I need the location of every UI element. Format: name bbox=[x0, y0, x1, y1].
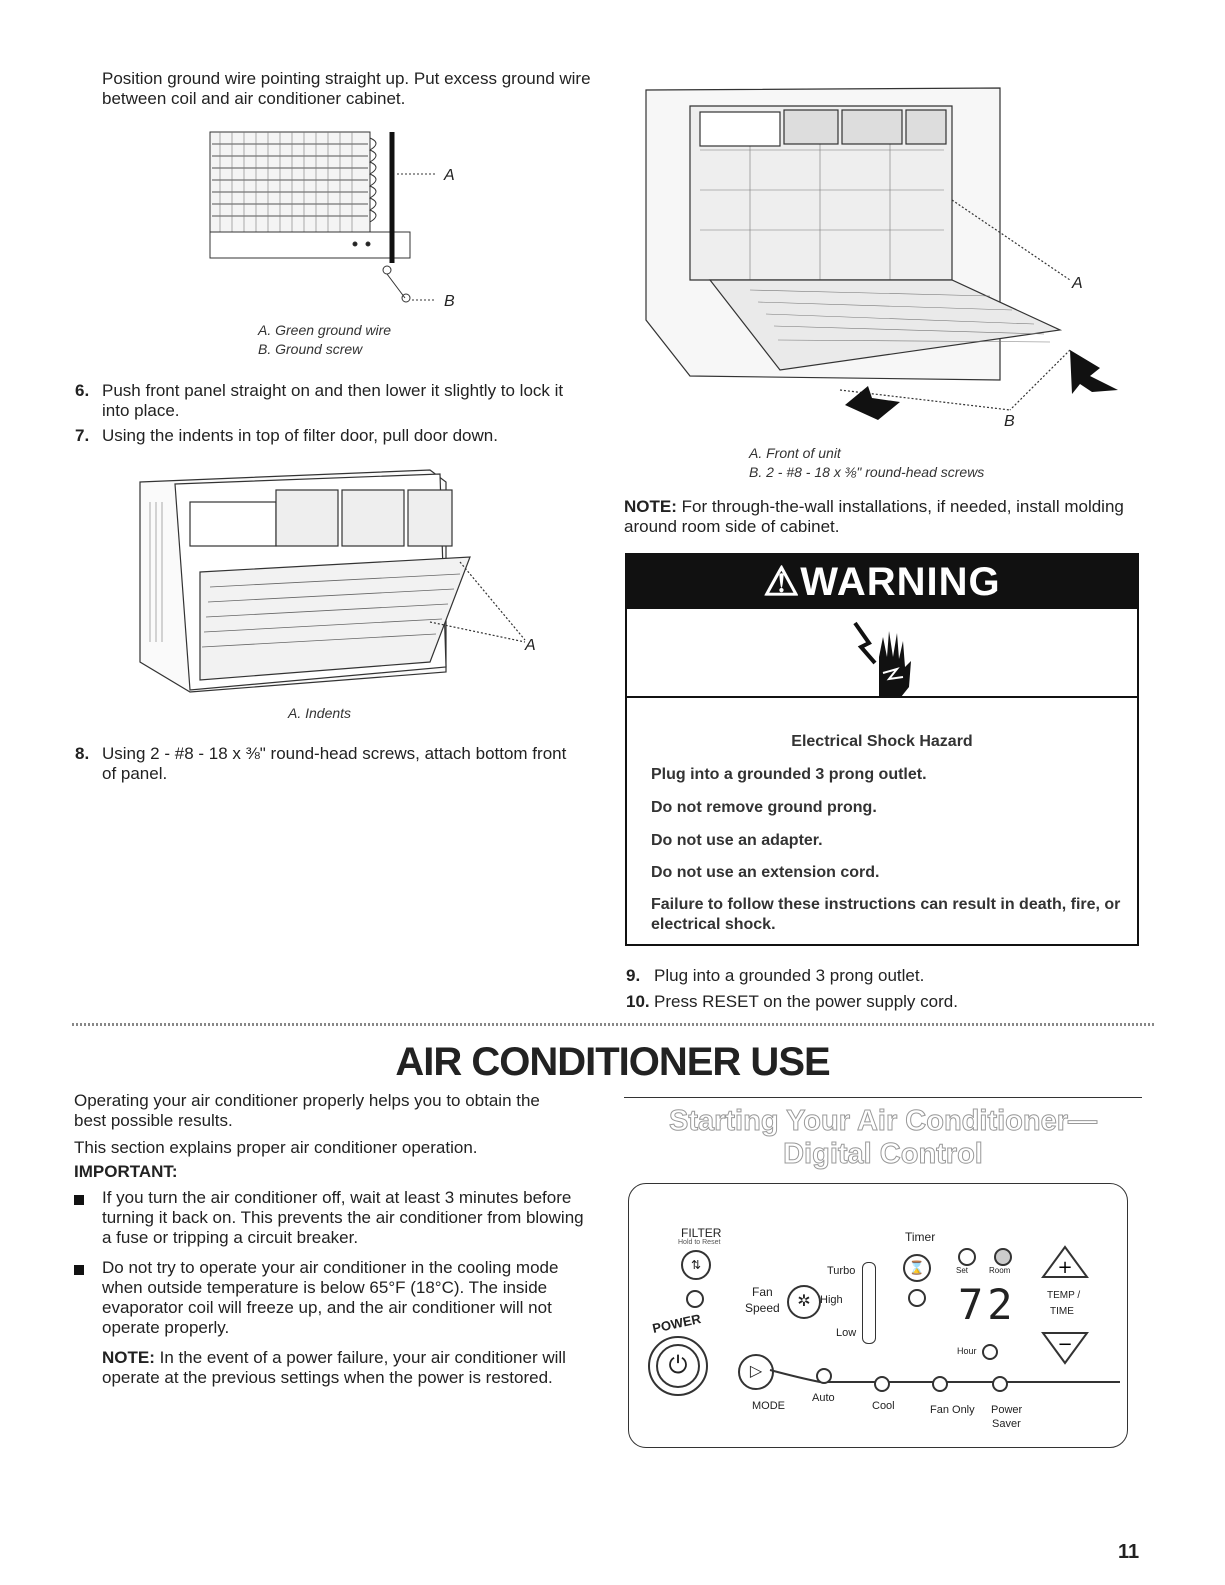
fig1-caption-b: B. Ground screw bbox=[258, 341, 363, 357]
hazard-title: Electrical Shock Hazard bbox=[791, 733, 973, 750]
section-divider bbox=[72, 1023, 1154, 1026]
step-text: Using the indents in top of filter door, pull door down. bbox=[102, 426, 498, 445]
fig2-label-a: A bbox=[525, 637, 536, 654]
subheading-line-2: Digital Control bbox=[783, 1138, 983, 1170]
fig3-caption-a: A. Front of unit bbox=[749, 445, 841, 461]
room-label: Room bbox=[989, 1266, 1011, 1275]
filter-door-figure bbox=[130, 462, 550, 697]
step-number: 9. bbox=[626, 966, 641, 985]
warning-box bbox=[625, 553, 1139, 946]
step-number: 7. bbox=[75, 426, 90, 445]
power-failure-note bbox=[102, 1348, 592, 1388]
important-bullet: If you turn the air conditioner off, wait at least 3 minutes before turning it back on. This prevents the air conditioner from blowing a fuse or tripping a circuit breaker. bbox=[102, 1188, 584, 1247]
install-note bbox=[624, 497, 1124, 537]
important-label: IMPORTANT: bbox=[74, 1162, 178, 1181]
mode-label: MODE bbox=[752, 1400, 785, 1412]
note-text: In the event of a power failure, your air conditioner will operate at the previous settings when the power is restored. bbox=[102, 1348, 566, 1387]
fig3-caption-b: B. 2 - #8 - 18 x ⅜" round-head screws bbox=[749, 464, 985, 480]
minus-icon: − bbox=[1057, 1334, 1073, 1355]
fan-only-label[interactable]: Fan Only bbox=[930, 1404, 975, 1416]
low-label: Low bbox=[836, 1327, 857, 1339]
time-label: TIME bbox=[1050, 1306, 1074, 1317]
warning-line: Failure to follow these instructions can result in death, fire, or electrical shock. bbox=[651, 896, 1121, 933]
step-text: Press RESET on the power supply cord. bbox=[654, 992, 958, 1011]
high-label: High bbox=[820, 1294, 843, 1306]
speed-label: Speed bbox=[745, 1301, 780, 1315]
note-label: NOTE: bbox=[624, 497, 677, 516]
subheading-line-1: Starting Your Air Conditioner— bbox=[668, 1105, 1098, 1137]
warning-header bbox=[627, 555, 1137, 609]
subheading-rule bbox=[624, 1097, 1142, 1098]
fan-speed-button[interactable]: ✲ bbox=[787, 1285, 821, 1319]
filter-indicator bbox=[686, 1290, 704, 1308]
set-label: Set bbox=[956, 1266, 969, 1275]
section-intro-1: Operating your air conditioner properly helps you to obtain the best possible results. bbox=[74, 1091, 540, 1130]
mode-track bbox=[700, 1360, 1130, 1396]
section-intro-2: This section explains proper air conditioner operation. bbox=[74, 1138, 478, 1157]
power-label: POWER bbox=[650, 1311, 703, 1336]
warning-triangle-icon: ⚠ bbox=[763, 560, 801, 604]
turbo-label: Turbo bbox=[827, 1265, 856, 1277]
filter-label: FILTER bbox=[681, 1226, 722, 1240]
fig1-caption-a: A. Green ground wire bbox=[258, 322, 392, 338]
temp-up-button[interactable] bbox=[1040, 1244, 1090, 1280]
timer-button[interactable]: ⌛ bbox=[903, 1254, 931, 1282]
temperature-display: 72 bbox=[958, 1280, 1017, 1329]
fig1-label-a: A bbox=[444, 167, 455, 184]
page-number: 11 bbox=[1118, 1541, 1140, 1563]
step-number: 6. bbox=[75, 381, 90, 400]
plus-icon: + bbox=[1057, 1257, 1073, 1278]
hour-indicator bbox=[982, 1344, 998, 1360]
auto-label[interactable]: Auto bbox=[812, 1392, 835, 1404]
bullet-icon bbox=[74, 1195, 84, 1205]
power-saver-label-1[interactable]: Power bbox=[991, 1404, 1023, 1416]
fig2-caption: A. Indents bbox=[288, 705, 352, 721]
warning-line: Plug into a grounded 3 prong outlet. bbox=[651, 766, 927, 783]
step-number: 10. bbox=[626, 992, 650, 1011]
section-title: AIR CONDITIONER USE bbox=[395, 1040, 830, 1084]
important-bullet: Do not try to operate your air conditioner in the cooling mode when outside temperature is below 65°F (18°C). The inside evaporator coil will freeze up, and the air conditioner will not operate properly. bbox=[102, 1258, 559, 1337]
power-button[interactable] bbox=[648, 1336, 708, 1396]
fig3-label-b: B bbox=[1004, 413, 1015, 430]
filter-reset-button[interactable]: ⇅ bbox=[681, 1250, 711, 1280]
hour-label: Hour bbox=[957, 1346, 977, 1356]
ground-wire-figure bbox=[200, 128, 470, 313]
fig3-label-a: A bbox=[1072, 275, 1083, 292]
timer-label: Timer bbox=[905, 1230, 936, 1244]
warning-line: Do not remove ground prong. bbox=[651, 799, 877, 816]
fan-level-indicator bbox=[862, 1262, 876, 1344]
front-of-unit-figure bbox=[640, 80, 1130, 435]
install-intro: Position ground wire pointing straight up. Put excess ground wire between coil and air conditioner cabinet. bbox=[102, 69, 591, 108]
bullet-icon bbox=[74, 1265, 84, 1275]
set-indicator bbox=[958, 1248, 976, 1266]
filter-sublabel: Hold to Reset bbox=[678, 1239, 721, 1246]
cool-label[interactable]: Cool bbox=[872, 1400, 895, 1412]
fig1-label-b: B bbox=[444, 293, 455, 310]
note-text: For through-the-wall installations, if needed, install molding around room side of cabinet. bbox=[624, 497, 1124, 536]
warning-heading: WARNING bbox=[800, 560, 1001, 604]
power-saver-label-2: Saver bbox=[992, 1418, 1021, 1430]
temp-label: TEMP / bbox=[1047, 1290, 1081, 1301]
note-label: NOTE: bbox=[102, 1348, 155, 1367]
warning-line: Do not use an extension cord. bbox=[651, 864, 880, 881]
step-text: Using 2 - #8 - 18 x ⅜" round-head screws, attach bottom front of panel. bbox=[102, 744, 567, 783]
step-text: Push front panel straight on and then lower it slightly to lock it into place. bbox=[102, 381, 564, 420]
warning-line: Do not use an adapter. bbox=[651, 832, 823, 849]
timer-indicator bbox=[908, 1289, 926, 1307]
room-indicator bbox=[994, 1248, 1012, 1266]
fan-label: Fan bbox=[752, 1285, 773, 1299]
shock-hazard-icon bbox=[849, 617, 929, 697]
step-text: Plug into a grounded 3 prong outlet. bbox=[654, 966, 925, 985]
mode-button[interactable]: ▷ bbox=[738, 1354, 774, 1390]
power-icon: ⏻ bbox=[656, 1344, 700, 1388]
step-number: 8. bbox=[75, 744, 90, 763]
